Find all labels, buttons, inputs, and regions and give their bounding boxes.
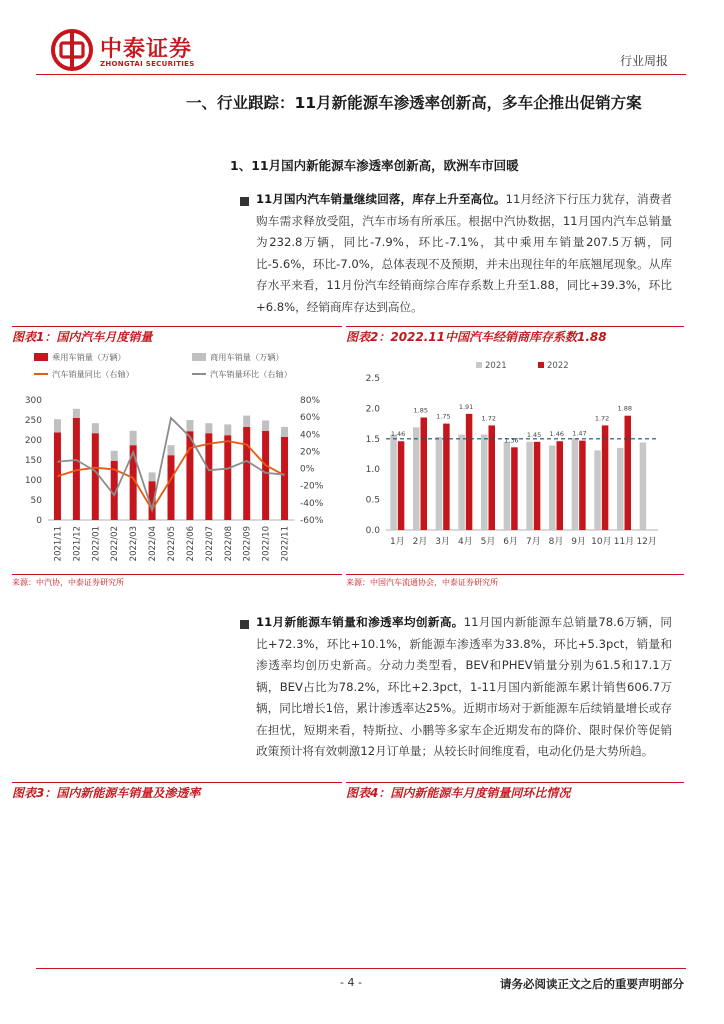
bar-2021 — [458, 435, 465, 530]
paragraph-body: 11月经济下行压力犹存，消费者购车需求释放受阻，汽车市场有所承压。根据中汽协数据，11月国内汽车总销量为232.8万辆，同比-7.9%，环比-7.1%，其中乘用车销量207.5万辆，同比-5.6%，环比-7.0%，总体表现不及预期，并未出现往年的年底翘尾现象。从库存水平来看，11月份汽车经销商综合库存系数上升至1.88，同比+39.3%，环比+6.8%，经销商库存达到高位。 — [256, 192, 672, 314]
legend-label: 乘用车销量（万辆） — [52, 352, 126, 362]
bar-commercial — [92, 423, 99, 433]
x-tick-label: 2022/02 — [110, 526, 121, 562]
data-label: 1.72 — [594, 414, 610, 423]
bar-2021 — [549, 445, 556, 530]
bar-2022 — [625, 416, 632, 530]
bar-passenger — [73, 418, 80, 520]
x-tick-label: 2021/12 — [72, 526, 83, 562]
paragraph-inventory — [256, 189, 672, 318]
bar-passenger — [205, 433, 212, 520]
figure-2-title: 图表2：2022.11中国汽车经销商库存系数1.88 — [346, 326, 684, 347]
bullet-icon — [240, 620, 249, 629]
legend-swatch — [476, 362, 482, 368]
paragraph-lead: 11月新能源车销量和渗透率均创新高。 — [256, 615, 464, 629]
bar-2022 — [466, 414, 473, 530]
bar-2022 — [511, 447, 518, 530]
data-label: 1.47 — [572, 429, 587, 438]
bar-2021 — [390, 435, 397, 530]
y-tick-label: 100 — [24, 476, 42, 486]
legend-swatch — [34, 353, 48, 361]
bar-passenger — [186, 431, 193, 520]
bullet-icon — [240, 197, 249, 206]
x-tick-label: 1月 — [389, 537, 405, 547]
x-tick-label: 2022/03 — [129, 526, 140, 562]
y-tick-label: 2.5 — [365, 374, 380, 384]
y2-tick-label: 60% — [300, 413, 321, 424]
figure-1-source: 来源：中汽协，中泰证券研究所 — [12, 574, 342, 589]
report-type-label: 行业周报 — [619, 54, 668, 68]
bar-passenger — [262, 431, 269, 520]
data-label: 1.46 — [390, 430, 406, 439]
logo-text-en: ZHONGTAI SECURITIES — [100, 60, 195, 68]
legend-label: 2022 — [547, 361, 569, 371]
y-tick-label: 2.0 — [365, 404, 380, 415]
legend-label: 2021 — [485, 361, 507, 371]
y2-tick-label: -20% — [300, 481, 324, 492]
y-tick-label: 0.0 — [365, 526, 380, 536]
y2-tick-label: 80% — [300, 396, 321, 406]
figure-3-title: 图表3：国内新能源车销量及渗透率 — [12, 782, 342, 803]
data-label: 1.88 — [617, 404, 632, 413]
x-tick-label: 2022/01 — [91, 526, 102, 562]
bar-2021 — [481, 435, 488, 530]
x-tick-label: 10月 — [591, 537, 612, 547]
y-tick-label: 0.5 — [365, 495, 380, 506]
paragraph-nev — [256, 612, 672, 763]
bar-commercial — [168, 445, 175, 455]
data-label: 1.36 — [504, 436, 519, 445]
y2-tick-label: -40% — [300, 498, 324, 509]
y-tick-label: 1.5 — [365, 434, 380, 445]
x-tick-label: 4月 — [457, 537, 473, 547]
x-tick-label: 2022/11 — [280, 526, 291, 562]
paragraph-lead: 11月国内汽车销量继续回落，库存上升至高位。 — [256, 192, 506, 206]
bar-2021 — [640, 442, 647, 530]
x-tick-label: 2022/10 — [261, 526, 272, 562]
data-label: 1.75 — [436, 412, 451, 421]
bar-commercial — [130, 431, 137, 445]
y-tick-label: 1.0 — [365, 465, 380, 476]
x-tick-label: 2022/08 — [223, 526, 234, 562]
company-logo — [50, 28, 240, 72]
data-label: 1.45 — [526, 430, 542, 439]
zhongtai-logo-icon — [50, 28, 94, 72]
header-divider — [36, 74, 686, 75]
legend-label: 汽车销量环比（右轴） — [210, 369, 292, 379]
figure-1 — [12, 326, 342, 596]
bar-commercial — [111, 451, 118, 461]
bar-2021 — [617, 448, 624, 530]
paragraph-body: 11月国内新能源车总销量78.6万辆，同比+72.3%，环比+10.1%，新能源车渗透率为33.8%，环比+5.3pct，销量和渗透率均创历史新高。分动力类型看，BEV和PHEV销量分别为61.5和17.1万辆，BEV占比为78.2%，环比+2.3pct，1-11月国内新能源车累计销售606.7万辆，同比增长1倍，累计渗透率达25%。近期市场对于新能源车后续销量增长或存在担忧，短期来看，特斯拉、小鹏等多家车企近期发布的降价、限时保价等促销政策预计将有效刺激12月订单量；从较长时间维度看，电动化仍是大势所趋。 — [256, 615, 672, 758]
subsection-title: 1、11月国内新能源车渗透率创新高，欧洲车市回暖 — [230, 158, 519, 173]
car-sales-chart — [12, 348, 342, 578]
y2-tick-label: 40% — [300, 430, 321, 441]
y2-tick-label: 0% — [300, 464, 315, 475]
disclaimer: 请务必阅读正文之后的重要声明部分 — [500, 977, 684, 991]
bar-2021 — [504, 442, 511, 530]
y-tick-label: 250 — [24, 416, 42, 426]
x-tick-label: 7月 — [525, 537, 541, 547]
bar-commercial — [281, 427, 288, 437]
figure-1-title: 图表1：国内汽车月度销量 — [12, 326, 342, 347]
bar-2021 — [594, 450, 601, 530]
data-label: 1.46 — [549, 430, 564, 439]
bar-passenger — [224, 435, 231, 520]
bar-2021 — [413, 427, 420, 530]
y-tick-label: 300 — [24, 396, 42, 406]
bar-passenger — [243, 427, 250, 520]
x-tick-label: 8月 — [548, 537, 564, 547]
bar-commercial — [149, 472, 156, 481]
x-tick-label: 9月 — [571, 537, 587, 547]
legend-swatch — [192, 353, 206, 361]
x-tick-label: 2022/06 — [185, 526, 196, 562]
section-title: 一、行业跟踪：11月新能源车渗透率创新高，多车企推出促销方案 — [186, 94, 642, 112]
x-tick-label: 2022/04 — [148, 526, 159, 562]
x-tick-label: 3月 — [435, 537, 451, 547]
x-tick-label: 2022/05 — [167, 526, 177, 562]
data-label: 1.85 — [413, 406, 428, 415]
figure-4-title: 图表4：国内新能源车月度销量同环比情况 — [346, 782, 684, 803]
y-tick-label: 150 — [24, 456, 42, 466]
bar-2022 — [602, 425, 609, 530]
legend-label: 商用车销量（万辆） — [210, 352, 284, 362]
bar-2022 — [579, 441, 586, 530]
x-tick-label: 5月 — [480, 537, 496, 547]
legend-label: 汽车销量同比（右轴） — [52, 369, 134, 379]
bar-commercial — [224, 424, 231, 435]
y-tick-label: 50 — [30, 496, 42, 506]
x-tick-label: 2022/09 — [242, 526, 253, 562]
bar-2021 — [572, 438, 579, 530]
bar-2021 — [526, 442, 533, 530]
figure-2 — [346, 326, 684, 596]
bar-2022 — [421, 418, 428, 530]
x-tick-label: 11月 — [613, 537, 635, 547]
legend-swatch — [538, 362, 544, 368]
bar-2022 — [489, 425, 496, 530]
page-number: - 4 - — [340, 976, 362, 989]
y-tick-label: 200 — [24, 436, 42, 446]
bar-commercial — [186, 420, 193, 431]
bar-commercial — [54, 419, 61, 432]
inventory-coefficient-chart — [346, 348, 684, 578]
bar-commercial — [243, 416, 250, 427]
y2-tick-label: -60% — [300, 516, 324, 526]
x-tick-label: 2021/11 — [53, 526, 64, 562]
data-label: 1.91 — [458, 402, 474, 411]
logo-text-cn: 中泰证券 — [100, 37, 193, 62]
y-tick-label: 0 — [36, 516, 42, 526]
y2-tick-label: 20% — [300, 447, 321, 458]
bar-commercial — [73, 409, 80, 418]
bar-2022 — [443, 424, 450, 530]
x-tick-label: 6月 — [503, 537, 519, 547]
footer-divider — [36, 968, 686, 969]
bar-2022 — [398, 441, 405, 530]
data-label: 1.72 — [481, 414, 496, 423]
bar-2022 — [534, 442, 541, 530]
bar-2022 — [557, 441, 564, 530]
bar-commercial — [262, 420, 269, 430]
x-tick-label: 2月 — [412, 537, 428, 547]
x-tick-label: 2022/07 — [204, 526, 215, 562]
bar-passenger — [168, 455, 175, 520]
bar-2021 — [436, 437, 443, 530]
figure-2-source: 来源：中国汽车流通协会，中泰证券研究所 — [346, 574, 684, 589]
bar-passenger — [92, 433, 99, 520]
bar-commercial — [205, 423, 212, 433]
bar-passenger — [281, 437, 288, 520]
x-tick-label: 12月 — [636, 537, 657, 547]
